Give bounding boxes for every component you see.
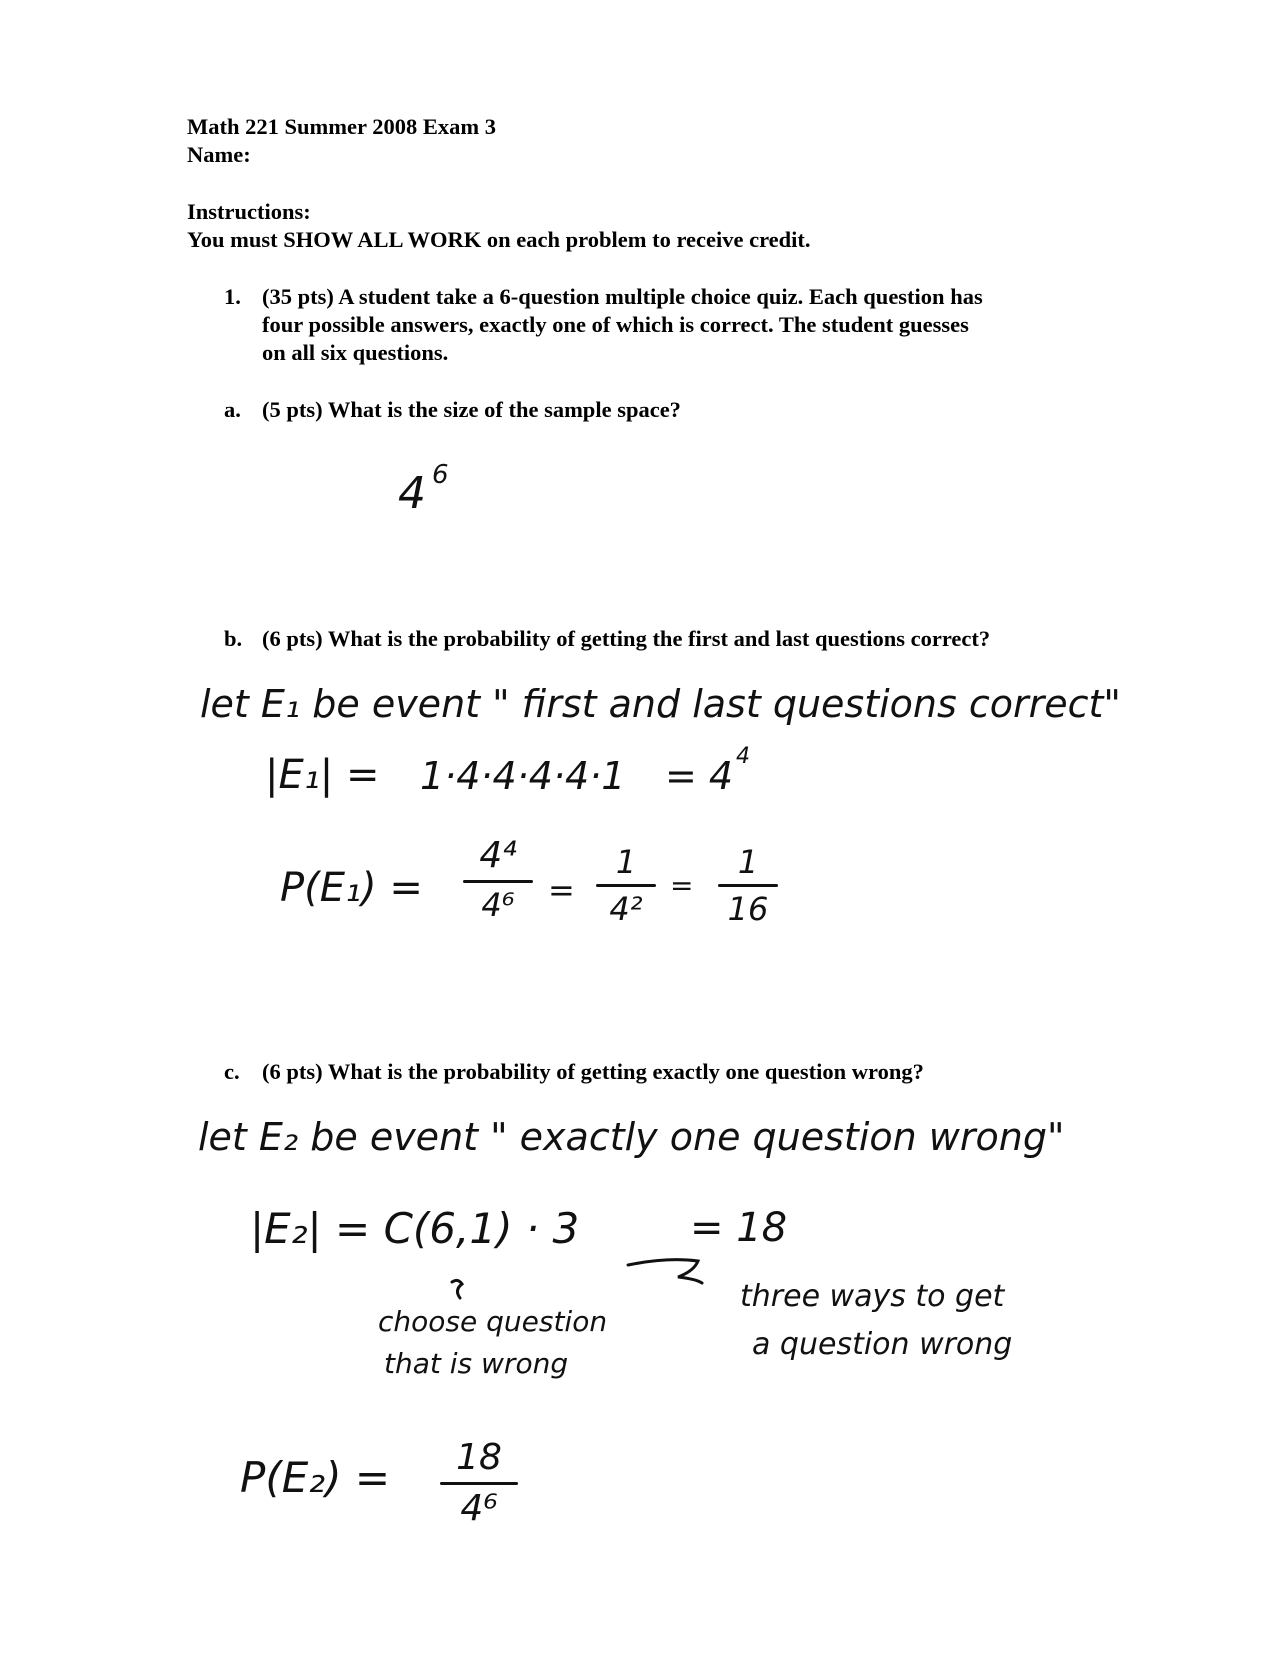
part-a-question: (5 pts) What is the size of the sample space? (262, 397, 681, 422)
problem-text-line-3: on all six questions. (262, 340, 449, 365)
part-b-prob-lhs: P(E₁) = (280, 865, 423, 911)
exam-title: Math 221 Summer 2008 Exam 3 (187, 114, 496, 139)
problem-text-line-2: four possible answers, exactly one of which is correct. The student guesses (262, 312, 969, 337)
fraction-denominator: 4⁶ (481, 886, 515, 924)
arrow-stroke-right (628, 1260, 702, 1283)
fraction-numerator: 1 (737, 843, 759, 881)
fraction-numerator: 4⁴ (479, 835, 517, 876)
part-c-note-right-line-2: a question wrong (752, 1327, 1013, 1362)
problem-number: 1. (224, 284, 241, 309)
equals-sign: = (548, 871, 575, 909)
part-c-count-result: = 18 (690, 1205, 788, 1251)
arrow-stroke-left (452, 1280, 462, 1298)
part-a-label: a. (224, 397, 241, 422)
part-c-question: (6 pts) What is the probability of getting exactly one question wrong? (262, 1059, 924, 1084)
part-c-note-left-line-1: choose question (378, 1305, 608, 1338)
part-b-count-product: 1·4·4·4·4·1 (420, 754, 626, 798)
part-c-note-left-line-2: that is wrong (384, 1347, 569, 1380)
part-c-event-definition: let E₂ be event " exactly one question wrong" (198, 1115, 1065, 1159)
part-c-note-right-line-1: three ways to get (740, 1279, 1005, 1314)
fraction-denominator: 4⁶ (460, 1488, 498, 1529)
fraction-numerator: 18 (456, 1437, 502, 1478)
instructions-heading: Instructions: (187, 199, 311, 224)
instructions-text: You must SHOW ALL WORK on each problem to receive credit. (187, 227, 811, 252)
part-c-prob-lhs: P(E₂) = (240, 1453, 391, 1502)
fraction-numerator: 1 (615, 843, 637, 881)
equals-sign: = (670, 869, 694, 902)
part-c-count-lhs: |E₂| = C(6,1) · 3 (250, 1204, 580, 1253)
part-b-count-exponent: 4 (736, 744, 750, 769)
part-b-question: (6 pts) What is the probability of getting the first and last questions correct? (262, 626, 991, 651)
part-b-event-definition: let E₁ be event " first and last questions correct" (200, 682, 1121, 726)
fraction-denominator: 16 (727, 890, 769, 928)
problem-text-line-1: (35 pts) A student take a 6-question multiple choice quiz. Each question has (262, 284, 983, 309)
part-c-label: c. (224, 1059, 240, 1084)
part-a-answer-base: 4 (398, 468, 426, 519)
fraction-denominator: 4² (609, 890, 643, 928)
part-b-count-lhs: |E₁| = (265, 752, 380, 798)
part-b-label: b. (224, 626, 243, 651)
part-a-answer-exponent: 6 (432, 460, 449, 490)
name-label: Name: (187, 142, 251, 167)
part-b-count-result: = 4 (665, 754, 734, 798)
